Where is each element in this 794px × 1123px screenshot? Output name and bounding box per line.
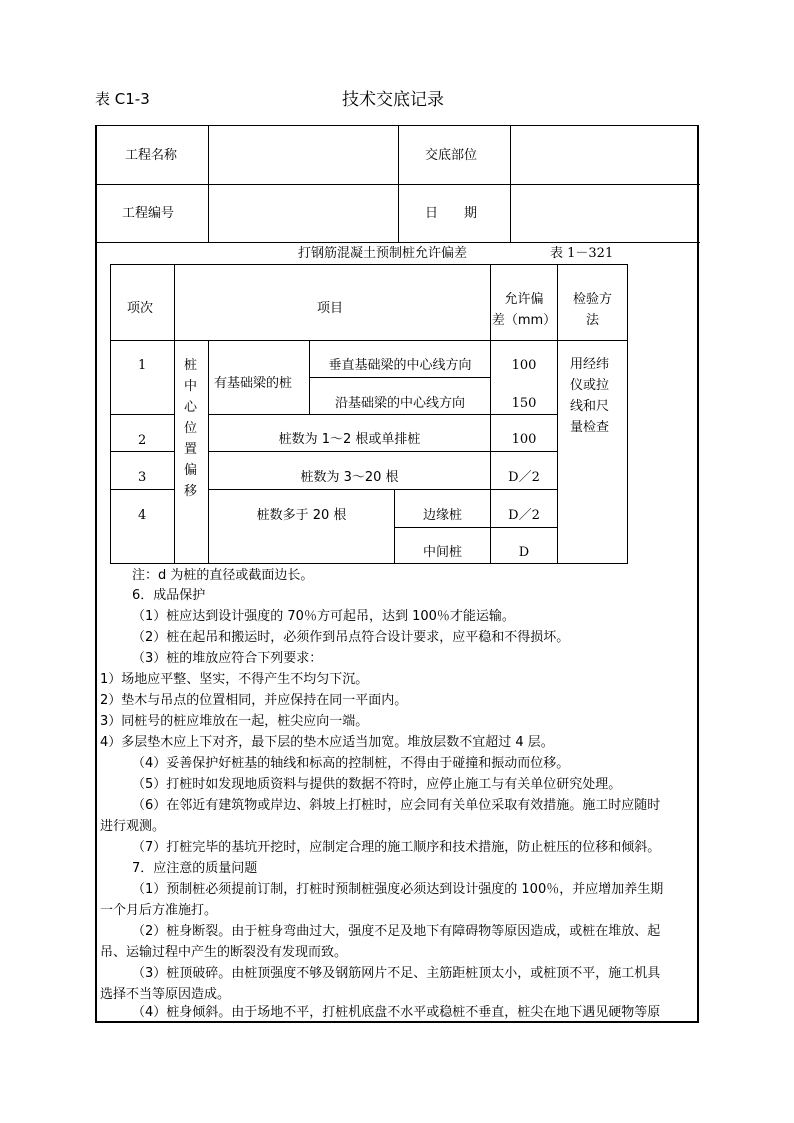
vertical-label-char: 偏	[184, 463, 198, 478]
body-line: 选择不当等原因造成。	[100, 987, 231, 1002]
vertical-label-char: 置	[184, 442, 198, 457]
col-method-header-2: 法	[585, 313, 599, 328]
row-group-label: 桩数多于 20 根	[256, 508, 347, 523]
info-col-divider-1	[208, 125, 209, 242]
col-tolerance-header-1: 允许偏	[504, 292, 544, 307]
vertical-label-char: 桩	[184, 358, 198, 373]
info-col-divider-3	[510, 125, 511, 242]
row-sub-label: 中间桩	[422, 545, 462, 560]
row-item-label: 桩数为 3～20 根	[300, 470, 399, 485]
body-line: 2）垫木与吊点的位置相同，并应保持在同一平面内。	[100, 693, 408, 708]
body-line: （6）在邻近有建筑物或岸边、斜坡上打桩时，应会同有关单位采取有效措施。施工时应随时	[132, 798, 661, 813]
row-tolerance: 100	[511, 358, 537, 373]
vertical-label-char: 移	[184, 484, 198, 499]
project-name-field[interactable]	[210, 127, 396, 183]
date-field[interactable]	[512, 186, 697, 241]
body-line: （2）桩在起吊和搬运时，必须作到吊点符合设计要求，应平稳和不得损坏。	[132, 630, 570, 645]
row-item-label: 桩数为 1～2 根或单排桩	[278, 432, 421, 447]
body-line: 进行观测。	[100, 819, 166, 834]
page-title: 技术交底记录	[342, 90, 444, 110]
row-tolerance: D	[518, 545, 530, 560]
location-field[interactable]	[512, 127, 697, 183]
body-line: 4）多层垫木应上下对齐，最下层的垫木应适当加宽。堆放层数不宜超过 4 层。	[100, 735, 554, 750]
body-line: 吊、运输过程中产生的断裂没有发现而致。	[100, 945, 348, 960]
project-number-label: 工程编号	[122, 206, 175, 221]
project-number-field[interactable]	[210, 186, 396, 241]
row-index: 2	[138, 433, 147, 448]
vertical-label-char: 位	[184, 421, 198, 436]
project-name-label: 工程名称	[125, 148, 178, 163]
vertical-label-char: 中	[184, 379, 198, 394]
col-item-header: 项目	[317, 301, 344, 316]
info-col-divider-2	[398, 125, 399, 242]
method-text-line: 仪或拉	[570, 378, 610, 393]
body-line: （1）预制桩必须提前订制，打桩时预制桩强度必须达到设计强度的 100％，并应增加养生期	[132, 882, 664, 897]
info-bottom-line	[95, 242, 700, 243]
row-index: 4	[138, 508, 147, 523]
body-line: 注：d 为桩的直径或截面边长。	[132, 568, 314, 583]
method-text-line: 线和尺	[570, 399, 610, 414]
body-line: （7）打桩完毕的基坑开挖时，应制定合理的施工顺序和技术措施，防止桩压的位移和倾斜。	[132, 840, 661, 855]
body-line: （4）桩身倾斜。由于场地不平，打桩机底盘不水平或稳桩不垂直，桩尖在地下遇见硬物等原	[132, 1005, 661, 1020]
col-index-header: 项次	[127, 301, 154, 316]
location-label: 交底部位	[425, 148, 478, 163]
section-heading: 7．应注意的质量问题	[132, 861, 258, 876]
method-text-line: 用经纬	[570, 357, 610, 372]
row-sub-label: 沿基础梁的中心线方向	[334, 396, 465, 411]
body-line: （3）桩顶破碎。由桩顶强度不够及钢筋网片不足、主筋距桩顶太小，或桩顶不平，施工机具	[132, 966, 661, 981]
body-line: 一个月后方准施打。	[100, 903, 218, 918]
date-label: 日 期	[425, 206, 478, 221]
table-number: 表 C1-3	[95, 90, 150, 108]
body-line: （2）桩身断裂。由于桩身弯曲过大，强度不足及地下有障碍物等原因造成，或桩在堆放、起	[132, 924, 661, 939]
vertical-label-char: 心	[184, 400, 198, 415]
col-method-header-1: 检验方	[572, 292, 612, 307]
row-sub-label: 边缘桩	[422, 508, 462, 523]
section-heading: 6．成品保护	[132, 588, 206, 603]
deviation-table-caption: 打钢筋混凝土预制桩允许偏差	[298, 246, 468, 261]
deviation-table-ref: 表 1－321	[550, 246, 614, 261]
body-line: （1）桩应达到设计强度的 70％方可起吊，达到 100％才能运输。	[132, 609, 515, 624]
col-tolerance-header-2: 差（mm）	[491, 313, 557, 328]
body-line: （3）桩的堆放应符合下列要求：	[132, 651, 323, 666]
method-text-line: 量检查	[570, 420, 610, 435]
body-line: （5）打桩时如发现地质资料与提供的数据不符时，应停止施工与有关单位研究处理。	[132, 777, 622, 792]
row-tolerance: 100	[511, 432, 537, 447]
row-index: 3	[138, 470, 147, 485]
body-line: 3）同桩号的桩应堆放在一起，桩尖应向一端。	[100, 714, 369, 729]
row-tolerance: D／2	[508, 508, 540, 523]
row-tolerance: 150	[511, 396, 537, 411]
row-tolerance: D／2	[508, 470, 540, 485]
body-line: （4）妥善保护好桩基的轴线和标高的控制桩，不得由于碰撞和振动而位移。	[132, 756, 570, 771]
body-line: 1）场地应平整、坚实，不得产生不均匀下沉。	[100, 672, 369, 687]
row-group-label: 有基础梁的桩	[214, 376, 293, 391]
row-sub-label: 垂直基础梁的中心线方向	[328, 358, 472, 373]
row-index: 1	[138, 358, 147, 373]
